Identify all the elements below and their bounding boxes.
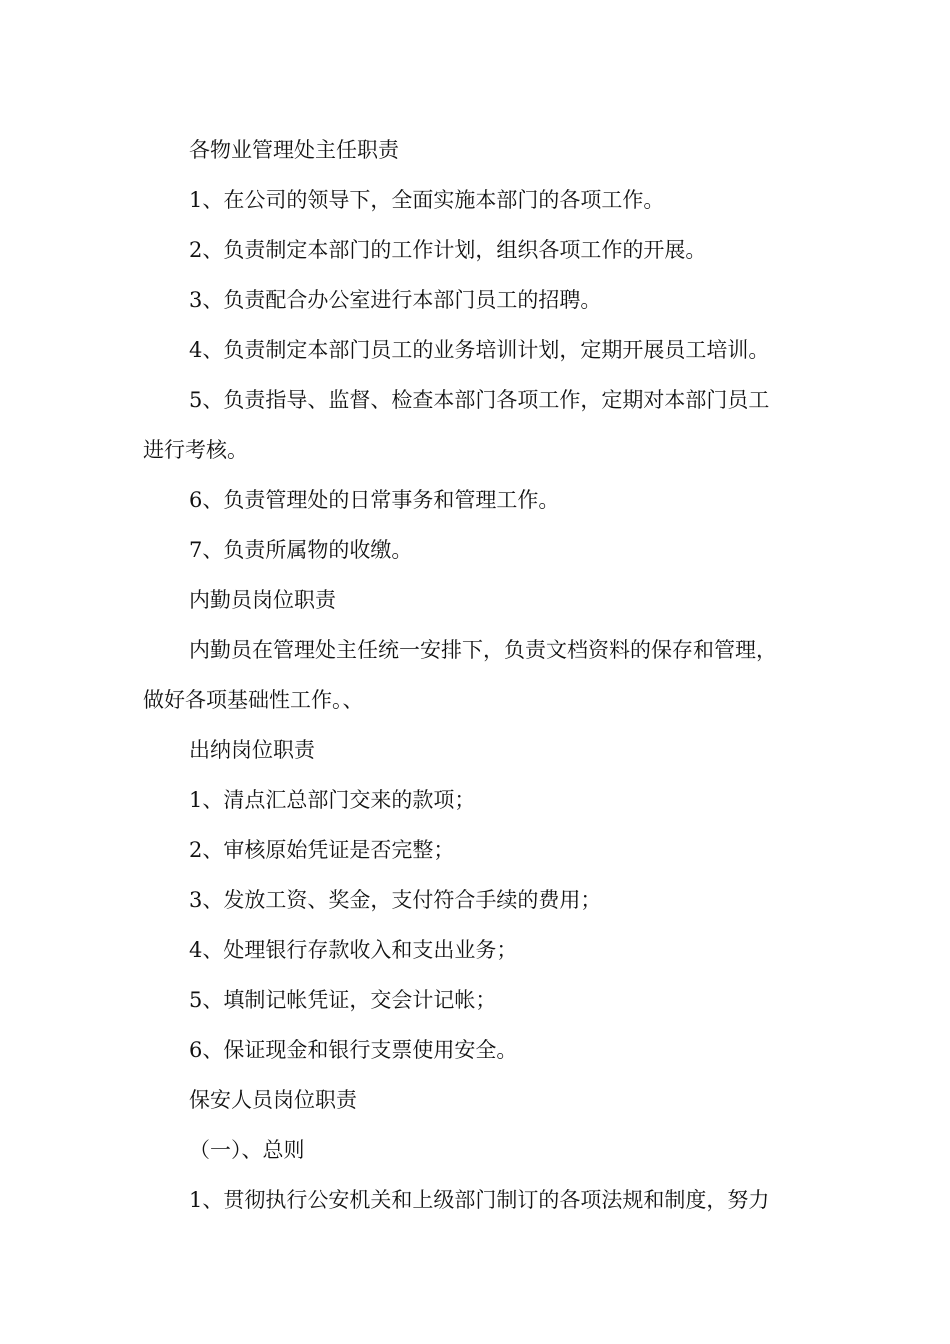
- subsection-heading-general: （一）、总则: [189, 1138, 305, 1162]
- body-paragraph: 内勤员在管理处主任统一安排下，负责文档资料的保存和管理，: [189, 638, 777, 662]
- list-item: 5、负责指导、监督、检查本部门各项工作，定期对本部门员工: [189, 388, 770, 412]
- list-item: 3、负责配合办公室进行本部门员工的招聘。: [189, 288, 602, 312]
- list-item: 1、在公司的领导下，全面实施本部门的各项工作。: [189, 188, 665, 212]
- list-item: 1、贯彻执行公安机关和上级部门制订的各项法规和制度，努力: [189, 1188, 770, 1212]
- list-item: 4、负责制定本部门员工的业务培训计划，定期开展员工培训。: [189, 338, 770, 362]
- section-heading-security-duties: 保安人员岗位职责: [189, 1088, 357, 1112]
- list-item: 7、负责所属物的收缴。: [189, 538, 413, 562]
- list-item: 5、填制记帐凭证，交会计记帐；: [189, 988, 497, 1012]
- list-item: 2、负责制定本部门的工作计划，组织各项工作的开展。: [189, 238, 707, 262]
- list-item: 6、保证现金和银行支票使用安全。: [189, 1038, 518, 1062]
- list-item: 2、审核原始凭证是否完整；: [189, 838, 455, 862]
- list-item: 4、处理银行存款收入和支出业务；: [189, 938, 518, 962]
- document-body: [143, 125, 833, 1225]
- list-item: 1、清点汇总部门交来的款项；: [189, 788, 476, 812]
- section-heading-manager-duties: 各物业管理处主任职责: [189, 138, 399, 162]
- section-heading-cashier-duties: 出纳岗位职责: [189, 738, 315, 762]
- list-item: 6、负责管理处的日常事务和管理工作。: [189, 488, 560, 512]
- section-heading-clerk-duties: 内勤员岗位职责: [189, 588, 336, 612]
- body-paragraph-continuation: 做好各项基础性工作。、: [143, 688, 364, 712]
- list-item-continuation: 进行考核。: [143, 438, 248, 462]
- list-item: 3、发放工资、奖金，支付符合手续的费用；: [189, 888, 602, 912]
